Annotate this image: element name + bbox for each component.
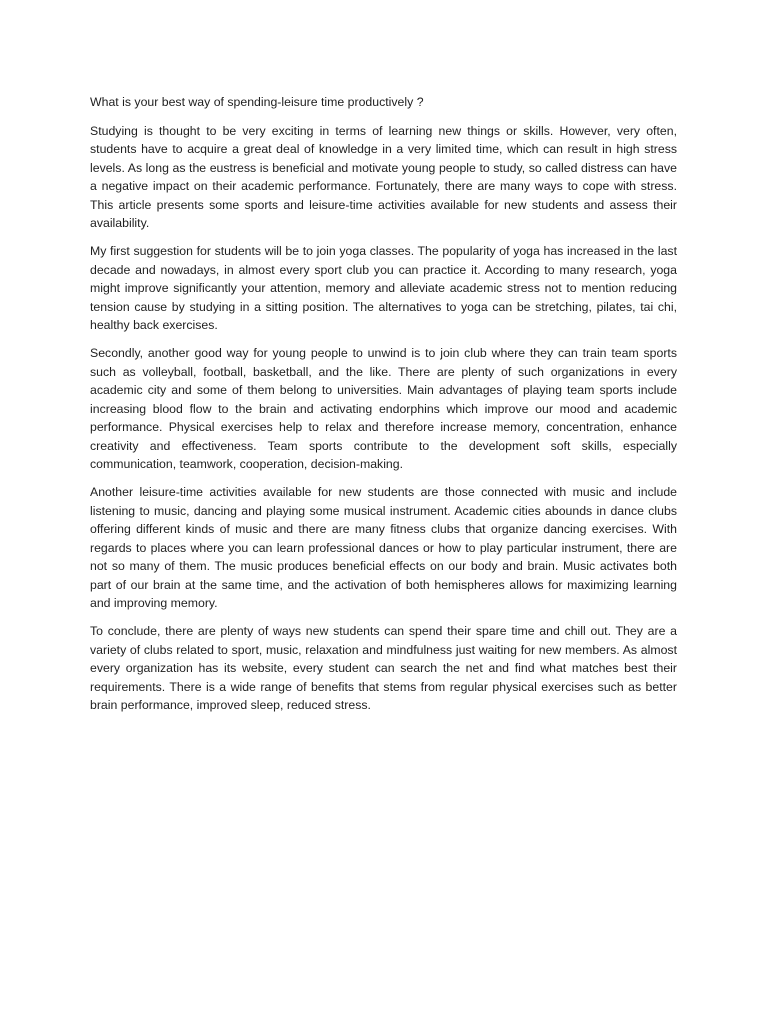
paragraph-yoga: My first suggestion for students will be to join yoga classes. The popularity of yoga has increased in the last decade and nowadays, in almost every sport club you can practice it. According to many research, yoga might improve significantly your attention, memory and alleviate academic stress not to mention reducing tension cause by studying in a sitting position. The alternatives to yoga can be stretching, pilates, tai chi, healthy back exercises. — [90, 244, 677, 332]
paragraph-team-sports: Secondly, another good way for young people to unwind is to join club where they can train team sports such as volleyball, football, basketball, and the like. There are plenty of such organizations in every academic city and some of them belong to universities. Main advantages of playing team sports include increasing blood flow to the brain and activating endorphins which improve our mood and academic performance. Physical exercises help to relax and therefore increase memory, concentration, enhance creativity and effectiveness. Team sports contribute to the development soft skills, especially communication, teamwork, cooperation, decision-making. — [90, 346, 677, 471]
document-page — [90, 93, 677, 724]
paragraph-conclusion: To conclude, there are plenty of ways new students can spend their spare time and chill out. They are a variety of clubs related to sport, music, relaxation and mindfulness just waiting for new members. As almost every organization has its website, every student can search the net and find what matches best their requirements. There is a wide range of benefits that stems from regular physical exercises such as better brain performance, improved sleep, reduced stress. — [90, 624, 677, 712]
document-title: What is your best way of spending-leisure time productively ? — [90, 95, 424, 109]
paragraph-music: Another leisure-time activities available for new students are those connected with music and include listening to music, dancing and playing some musical instrument. Academic cities abounds in dance clubs offering different kinds of music and there are many fitness clubs that organize dancing exercises. With regards to places where you can learn professional dances or how to play particular instrument, there are not so many of them. The music produces beneficial effects on our body and brain. Music activates both part of our brain at the same time, and the activation of both hemispheres allows for maximizing learning and improving memory. — [90, 485, 677, 610]
paragraph-intro: Studying is thought to be very exciting in terms of learning new things or skills. However, very often, students have to acquire a great deal of knowledge in a very limited time, which can result in high stress levels. As long as the eustress is beneficial and motivate young people to study, so called distress can have a negative impact on their academic performance. Fortunately, there are many ways to cope with stress. This article presents some sports and leisure-time activities available for new students and assess their availability. — [90, 123, 677, 230]
